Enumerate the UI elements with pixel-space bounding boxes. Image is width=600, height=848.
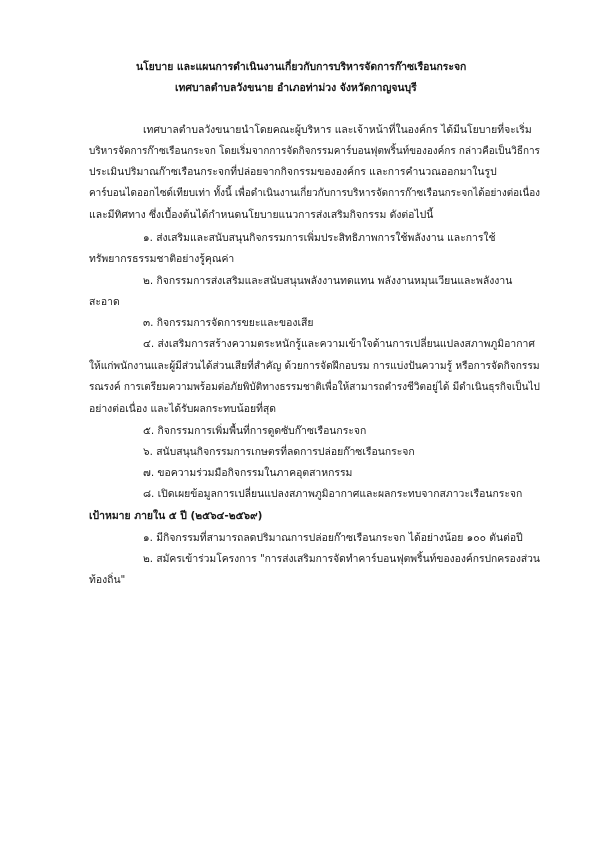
document-title-line-2: เทศบาลตำบลวังขนาย อำเภอท่าม่วง จังหวัดกาญจนบุรี <box>175 82 417 94</box>
goal-item-1: ๑. มีกิจกรรมที่สามารถลดปริมาณการปล่อยก๊าซเรือนกระจก ได้อย่างน้อย ๑๐๐ ตันต่อปี <box>143 532 523 544</box>
policy-item-5: ๕. กิจกรรมการเพิ่มพื้นที่การดูดซับก๊าซเรือนกระจก <box>143 425 367 437</box>
policy-item-2-cont: สะอาด <box>89 296 120 308</box>
policy-item-4-cont: ให้แก่พนักงานและผู้มีส่วนได้ส่วนเสียที่สำคัญ ด้วยการจัดฝึกอบรม การแบ่งปันความรู้ หรือการจัดกิจกรรม <box>89 360 540 372</box>
policy-item-6: ๖. สนับสนุนกิจกรรมการเกษตรที่ลดการปล่อยก๊าซเรือนกระจก <box>143 446 415 458</box>
intro-line: และมีทิศทาง ซึ่งเบื้องต้นได้กำหนดนโยบายแนวการส่งเสริมกิจกรรม ดังต่อไปนี้ <box>89 209 434 221</box>
policy-item-1-cont: ทรัพยากรธรรมชาติอย่างรู้คุณค่า <box>89 253 235 265</box>
policy-item-3: ๓. กิจกรรมการจัดการขยะและของเสีย <box>143 317 314 329</box>
intro-line: บริหารจัดการก๊าซเรือนกระจก โดยเริ่มจากการจัดกิจกรรมคาร์บอนฟุตพริ้นท์ขององค์กร กล่าวคือเป็นวิธีการ <box>89 145 540 157</box>
intro-line: เทศบาลตำบลวังขนายนำโดยคณะผู้บริหาร และเจ้าหน้าที่ในองค์กร ได้มีนโยบายที่จะเริ่ม <box>143 124 532 136</box>
goal-item-2-cont: ท้องถิ่น" <box>89 574 126 586</box>
goal-heading: เป้าหมาย ภายใน ๕ ปี (๒๕๖๔-๒๕๖๙) <box>89 510 263 522</box>
policy-item-4-cont: รณรงค์ การเตรียมความพร้อมต่อภัยพิบัติทางธรรมชาติเพื่อให้สามารถดำรงชีวิตอยู่ได้ มีดำเนินธุรกิจเป็นไป <box>89 381 540 393</box>
policy-item-4-cont: อย่างต่อเนื่อง และได้รับผลกระทบน้อยที่สุด <box>89 403 277 415</box>
intro-line: คาร์บอนไดออกไซด์เทียบเท่า ทั้งนี้ เพื่อดำเนินงานเกี่ยวกับการบริหารจัดการก๊าซเรือนกระจกได้อย่างต่อเนื่อง <box>89 187 541 199</box>
intro-line: ประเมินปริมาณก๊าซเรือนกระจกที่ปล่อยจากกิจกรรมขององค์กร และการคำนวณออกมาในรูป <box>89 166 497 178</box>
goal-item-2: ๒. สมัครเข้าร่วมโครงการ "การส่งเสริมการจัดทำคาร์บอนฟุตพริ้นท์ขององค์กรปกครองส่วน <box>143 553 540 565</box>
document-title-line-1: นโยบาย และแผนการดำเนินงานเกี่ยวกับการบริหารจัดการก๊าซเรือนกระจก <box>136 61 467 73</box>
policy-item-2: ๒. กิจกรรมการส่งเสริมและสนับสนุนพลังงานทดแทน พลังงานหมุนเวียนและพลังงาน <box>143 275 513 287</box>
policy-item-7: ๗. ขอความร่วมมือกิจกรรมในภาคอุตสาหกรรม <box>143 467 353 479</box>
policy-item-8: ๘. เปิดเผยข้อมูลการเปลี่ยนแปลงสภาพภูมิอากาศและผลกระทบจากสภาวะเรือนกระจก <box>143 488 523 500</box>
policy-item-1: ๑. ส่งเสริมและสนับสนุนกิจกรรมการเพิ่มประสิทธิภาพการใช้พลังงาน และการใช้ <box>143 232 496 244</box>
policy-item-4: ๔. ส่งเสริมการสร้างความตระหนักรู้และความเข้าใจด้านการเปลี่ยนแปลงสภาพภูมิอากาศ <box>143 338 535 350</box>
